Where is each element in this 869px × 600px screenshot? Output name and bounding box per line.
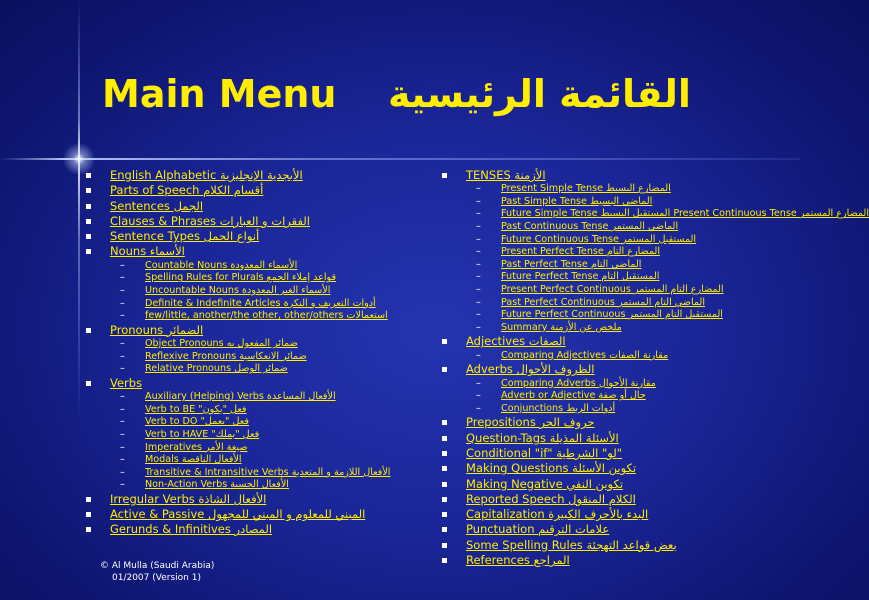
dash-icon: – xyxy=(476,296,481,308)
submenu-link[interactable]: Non-Action Verbs الأفعال الحسية xyxy=(145,479,289,491)
menu-item xyxy=(84,507,424,522)
submenu-item xyxy=(440,183,790,196)
menu-link[interactable]: Adverbs الظروف الأحوال xyxy=(466,362,595,377)
menu-item xyxy=(84,522,424,537)
submenu-link[interactable]: Present Perfect Tense المضارع التام xyxy=(501,246,661,258)
bullet-icon xyxy=(86,527,91,532)
submenu-link[interactable]: Definite & Indefinite Articles أدوات التعريف و النكرة xyxy=(145,297,376,309)
menu-link[interactable]: Question-Tags الأسئلة المذيلة xyxy=(466,430,619,445)
bullet-icon xyxy=(86,188,91,193)
right-menu-column xyxy=(440,168,869,568)
title-english: Main Menu xyxy=(102,72,337,116)
bullet-icon xyxy=(442,451,447,456)
dash-icon: – xyxy=(476,221,481,233)
bullet-icon xyxy=(442,543,447,548)
bullet-icon xyxy=(442,173,447,178)
submenu-link[interactable]: Present Perfect Continuous المضارع التام المستمر xyxy=(501,284,724,296)
menu-link[interactable]: Making Negative تكوين النفي xyxy=(466,476,624,491)
submenu-item xyxy=(84,298,424,311)
submenu-link[interactable]: Future Perfect Tense المستقبل التام xyxy=(501,271,660,283)
submenu-item xyxy=(84,442,424,455)
dash-icon: – xyxy=(476,246,481,258)
submenu-link[interactable]: Conjunctions أدوات الربط xyxy=(501,402,616,414)
dash-icon: – xyxy=(120,363,125,375)
menu-link[interactable]: Irregular Verbs الأفعال الشاذة xyxy=(110,491,267,506)
copyright-footer xyxy=(100,561,214,584)
menu-item xyxy=(440,362,790,377)
submenu-item xyxy=(440,378,790,391)
menu-link[interactable]: Parts of Speech أقسام الكلام xyxy=(110,183,264,198)
bullet-icon xyxy=(442,339,447,344)
dash-icon: – xyxy=(120,350,125,362)
dash-icon: – xyxy=(120,416,125,428)
dash-icon: – xyxy=(476,309,481,321)
bullet-icon xyxy=(442,420,447,425)
menu-link[interactable]: Punctuation علامات الترقيم xyxy=(466,522,610,537)
dash-icon: – xyxy=(120,297,125,309)
submenu-link[interactable]: Relative Pronouns ضمائر الوصل xyxy=(145,363,288,375)
menu-item xyxy=(84,183,424,198)
bullet-icon xyxy=(442,527,447,532)
submenu-item xyxy=(84,416,424,429)
submenu-link[interactable]: Countable Nouns الأسماء المعدودة xyxy=(145,259,298,271)
submenu-item xyxy=(84,338,424,351)
submenu-link[interactable]: Summary ملخص عن الأزمنة xyxy=(501,321,622,333)
submenu-item xyxy=(84,363,424,376)
submenu-item xyxy=(84,285,424,298)
menu-link[interactable]: Nouns الأسماء xyxy=(110,244,185,259)
bullet-icon xyxy=(86,381,91,386)
submenu-item xyxy=(84,272,424,285)
menu-item xyxy=(84,214,424,229)
bullet-icon xyxy=(86,497,91,502)
submenu-item xyxy=(84,260,424,273)
menu-link[interactable]: Prepositions حروف الجر xyxy=(466,415,595,430)
bullet-icon xyxy=(86,328,91,333)
menu-link[interactable]: Verbs xyxy=(110,375,143,390)
menu-link[interactable]: Conditional "if" لو" الشرطية" xyxy=(466,445,623,460)
menu-link[interactable]: TENSES الأزمنة xyxy=(466,168,546,182)
title-arabic: القائمة الرئيسية xyxy=(388,72,691,116)
bullet-icon xyxy=(442,482,447,487)
dash-icon: – xyxy=(120,428,125,440)
submenu-item xyxy=(84,479,424,492)
menu-item xyxy=(84,199,424,214)
dash-icon: – xyxy=(120,454,125,466)
dash-icon: – xyxy=(476,349,481,361)
submenu-item xyxy=(440,246,790,259)
left-menu-column xyxy=(84,168,424,538)
submenu-link[interactable]: Future Simple Tense المستقبل البسيط Present Continuous Tense المضارع المستمر xyxy=(501,208,869,220)
menu-link[interactable]: English Alphabetic الأبجدية الإنجليزية xyxy=(110,168,303,182)
submenu-item xyxy=(84,467,424,480)
dash-icon: – xyxy=(120,466,125,478)
menu-item xyxy=(440,334,790,349)
submenu-link[interactable]: Reflexive Pronouns ضمائر الانعكاسية xyxy=(145,350,307,362)
submenu-link[interactable]: Transitive & Intransitive Verbs الأفعال اللازمة و المتعدية xyxy=(145,466,391,478)
menu-link[interactable]: Making Questions تكوين الأسئلة xyxy=(466,461,637,476)
submenu-item xyxy=(440,271,790,284)
bullet-icon xyxy=(442,436,447,441)
submenu-link[interactable]: Verb to HAVE "فعل "يملك xyxy=(145,428,260,440)
submenu-link[interactable]: Future Perfect Continuous المستقبل التام المستمر xyxy=(501,309,723,321)
menu-link[interactable]: Some Spelling Rules بعض قواعد التهجئة xyxy=(466,537,677,552)
submenu-link[interactable]: Comparing Adjectives مقارنة الصفات xyxy=(501,349,669,361)
menu-item xyxy=(84,229,424,244)
menu-link[interactable]: Clauses & Phrases الفقرات و العبارات xyxy=(110,213,310,228)
submenu-link[interactable]: Auxiliary (Helping) Verbs الأفعال المساعدة xyxy=(145,391,336,403)
menu-link[interactable]: Capitalization البدء بالأحرف الكبيرة xyxy=(466,507,649,522)
menu-item xyxy=(440,507,790,522)
bullet-icon xyxy=(442,466,447,471)
dash-icon: – xyxy=(120,338,125,350)
submenu-item xyxy=(440,234,790,247)
submenu-item xyxy=(84,391,424,404)
menu-item xyxy=(84,168,424,183)
dash-icon: – xyxy=(120,272,125,284)
dash-icon: – xyxy=(476,390,481,402)
submenu-link[interactable]: few/little, another/the other, other/others استعمالات xyxy=(145,310,388,322)
menu-link[interactable]: Gerunds & Infinitives المصادر xyxy=(110,522,273,537)
menu-item xyxy=(440,168,790,183)
submenu-link[interactable]: Verb to DO "فعل "يعمل xyxy=(145,416,249,428)
dash-icon: – xyxy=(476,402,481,414)
submenu-item xyxy=(84,404,424,417)
submenu-link[interactable]: Adverb or Adjective حال أو صفة xyxy=(501,390,646,402)
dash-icon: – xyxy=(476,233,481,245)
menu-link[interactable]: Adjectives الصفات xyxy=(466,334,566,349)
submenu-item xyxy=(440,403,790,416)
menu-item xyxy=(440,538,790,553)
submenu-item xyxy=(440,208,869,221)
menu-item xyxy=(440,431,790,446)
menu-item xyxy=(440,492,790,507)
dash-icon: – xyxy=(120,391,125,403)
bullet-icon xyxy=(86,249,91,254)
dash-icon: – xyxy=(476,258,481,270)
submenu-item xyxy=(440,221,790,234)
menu-link[interactable]: Sentences الجمل xyxy=(110,198,204,213)
dash-icon: – xyxy=(476,284,481,296)
submenu-link[interactable]: Past Perfect Tense الماضي التام xyxy=(501,258,642,270)
dash-icon: – xyxy=(120,310,125,322)
menu-item xyxy=(440,522,790,537)
submenu-item xyxy=(440,322,790,335)
footer-line-2: 01/2007 (Version 1) xyxy=(112,572,201,583)
menu-link[interactable]: Sentence Types أنواع الجمل xyxy=(110,229,260,244)
dash-icon: – xyxy=(120,479,125,491)
dash-icon: – xyxy=(476,271,481,283)
dash-icon: – xyxy=(120,441,125,453)
dash-icon: – xyxy=(476,321,481,333)
submenu-link[interactable]: Verb to BE "فعل "يكون xyxy=(145,403,247,415)
submenu-item xyxy=(440,309,790,322)
bullet-icon xyxy=(86,173,91,178)
submenu-item xyxy=(440,196,790,209)
bullet-icon xyxy=(86,204,91,209)
light-flare-horizontal xyxy=(0,158,800,160)
submenu-link[interactable]: Past Perfect Continuous الماضي التام المستمر xyxy=(501,296,706,308)
bullet-icon xyxy=(442,497,447,502)
submenu-item xyxy=(84,429,424,442)
menu-item xyxy=(84,244,424,259)
bullet-icon xyxy=(86,234,91,239)
menu-item xyxy=(84,492,424,507)
bullet-icon xyxy=(86,219,91,224)
submenu-link[interactable]: Object Pronouns ضمائر المفعول به xyxy=(145,338,298,350)
submenu-item xyxy=(84,351,424,364)
menu-link[interactable]: Pronouns الضمائر xyxy=(110,322,204,337)
submenu-link[interactable]: Present Simple Tense المضارع البسيط xyxy=(501,183,671,195)
dash-icon: – xyxy=(476,208,481,220)
submenu-link[interactable]: Uncountable Nouns الأسماء الغير المعدودة xyxy=(145,284,331,296)
menu-item xyxy=(84,376,424,391)
menu-item xyxy=(84,323,424,338)
submenu-item xyxy=(84,454,424,467)
menu-item xyxy=(440,415,790,430)
submenu-item xyxy=(84,310,424,323)
menu-link[interactable]: References المراجع xyxy=(466,553,570,568)
submenu-link[interactable]: Past Simple Tense الماضي البسيط xyxy=(501,195,653,207)
dash-icon: – xyxy=(476,195,481,207)
submenu-item xyxy=(440,259,790,272)
footer-line-1: © Al Mulla (Saudi Arabia) xyxy=(100,561,215,571)
bullet-icon xyxy=(442,367,447,372)
submenu-link[interactable]: Past Continuous Tense الماضي المستمر xyxy=(501,221,679,233)
menu-item xyxy=(440,461,790,476)
dash-icon: – xyxy=(476,183,481,195)
dash-icon: – xyxy=(120,259,125,271)
menu-link[interactable]: Active & Passive المبني للمعلوم و المبني للمجهول xyxy=(110,507,366,522)
menu-link[interactable]: Reported Speech الكلام المنقول xyxy=(466,491,636,506)
submenu-item xyxy=(440,350,790,363)
menu-item xyxy=(440,446,790,461)
submenu-link[interactable]: Modals الأفعال الناقصة xyxy=(145,454,242,466)
light-flare-vertical xyxy=(78,0,80,600)
submenu-item xyxy=(440,284,790,297)
dash-icon: – xyxy=(476,377,481,389)
submenu-link[interactable]: Imperatives صيغة الأمر xyxy=(145,441,248,453)
dash-icon: – xyxy=(120,403,125,415)
bullet-icon xyxy=(86,512,91,517)
dash-icon: – xyxy=(120,284,125,296)
menu-item xyxy=(440,553,790,568)
menu-item xyxy=(440,477,790,492)
submenu-link[interactable]: Comparing Adverbs مقارنة الأحوال xyxy=(501,377,656,389)
bullet-icon xyxy=(442,558,447,563)
submenu-item xyxy=(440,297,790,310)
submenu-link[interactable]: Spelling Rules for Plurals قواعد إملاء الجمع xyxy=(145,272,337,284)
submenu-item xyxy=(440,390,790,403)
submenu-link[interactable]: Future Continuous Tense المستقبل المستمر xyxy=(501,233,697,245)
bullet-icon xyxy=(442,512,447,517)
